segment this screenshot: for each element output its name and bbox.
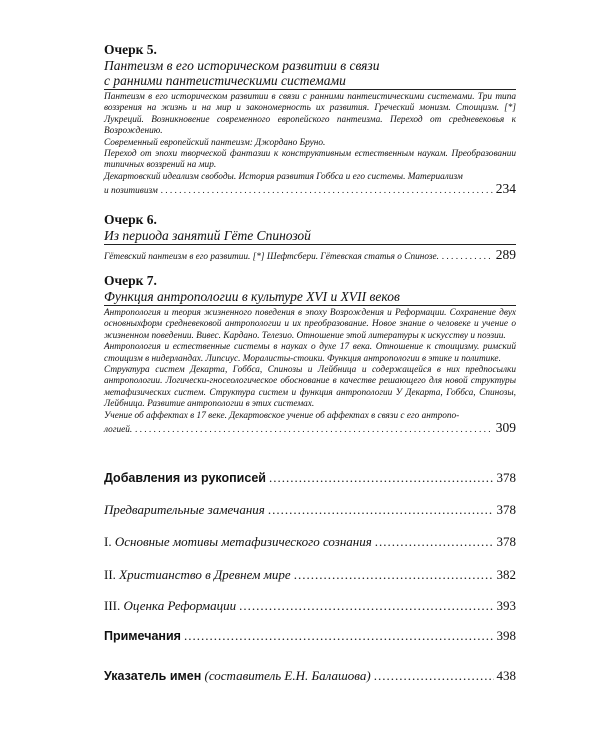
summary-last-line bbox=[104, 183, 516, 197]
essay-label: Очерк 5. bbox=[104, 42, 157, 57]
dot-leader bbox=[184, 628, 494, 644]
dot-leader bbox=[269, 470, 494, 486]
essay-label: Очерк 7. bbox=[104, 273, 157, 288]
essay-title bbox=[104, 289, 516, 306]
page-number: 289 bbox=[495, 247, 516, 262]
page-number: 382 bbox=[496, 567, 516, 582]
summary-paragraph: Антропология и теория жизненного поведения в эпоху Возрождения и Реформации. Сохранение двух основныхформ средневековой антропологии и их преобразование. Новое знание о человеке и учение о жизненном поведении. Вивес. Кардано. Телезио. Отношение этой литературы к искусству и поэзии. bbox=[104, 308, 516, 341]
dot-leader bbox=[135, 425, 493, 436]
essay-7 bbox=[104, 273, 516, 436]
dot-leader bbox=[268, 502, 494, 518]
toc-entry-name-index[interactable] bbox=[104, 668, 516, 684]
summary-paragraph: Учение об аффектах в 17 веке. Декартовское учение об аффектах в связи с его антропо- bbox=[104, 410, 460, 421]
essay-summary bbox=[104, 249, 516, 263]
page-number: 309 bbox=[495, 420, 516, 436]
essay-5 bbox=[104, 42, 516, 198]
summary-last-text: и позитивизм bbox=[104, 186, 158, 197]
essay-summary bbox=[104, 308, 516, 436]
dot-leader bbox=[375, 534, 494, 550]
page-number: 378 bbox=[496, 534, 516, 549]
summary-paragraph: Декартовский идеализм свободы. История развития Гоббса и его системы. Материализм bbox=[104, 171, 463, 182]
toc-entry-title: Добавления из рукописей bbox=[104, 471, 266, 485]
toc-entry-manuscript-additions[interactable] bbox=[104, 470, 516, 486]
dot-leader bbox=[239, 598, 493, 614]
dot-leader bbox=[442, 252, 493, 263]
essay-title-line: Из периода занятий Гёте Спинозой bbox=[104, 228, 311, 243]
essay-title-line: Функция антропологии в культуре XVI и XVII веков bbox=[104, 289, 400, 304]
toc-entry-title: Оценка Реформации bbox=[123, 598, 237, 613]
page-number: 393 bbox=[496, 598, 516, 613]
essay-label: Очерк 6. bbox=[104, 212, 157, 227]
essay-title bbox=[104, 58, 516, 90]
toc-entry-title: Предварительные замечания bbox=[104, 502, 265, 517]
section-numeral: I. bbox=[104, 534, 112, 549]
toc-entry-title: Основные мотивы метафизического сознания bbox=[114, 534, 372, 549]
toc-entry-preliminary-remarks[interactable] bbox=[104, 502, 516, 518]
essay-6 bbox=[104, 212, 516, 263]
dot-leader bbox=[294, 567, 494, 583]
summary-paragraph: Пантеизм в его историческом развитии в связи с ранними пантеистическими системами. Три типа воззрения на жизнь и на мир и закономерность их развития. Греческий монизм. Стоицизм. [*] Лукреций. Возникновение современного европейского пантеизма. Переход от средневековья к Возрождению. bbox=[104, 92, 516, 137]
section-numeral: III. bbox=[104, 598, 121, 613]
summary-paragraph: Антропология и естественные системы в науках о духе 17 века. Отношение к стоицизму. римский стоицизм в нидерландах. Липсиус. Моралисты-стоики. Функция антропологии в этике и политике. bbox=[104, 342, 516, 364]
toc-entry-section-2[interactable] bbox=[104, 567, 516, 583]
toc-entry-subtitle: (составитель Е.Н. Балашова) bbox=[204, 668, 371, 683]
essay-title-line: с ранними пантеистическими системами bbox=[104, 73, 346, 88]
summary-last-line bbox=[104, 422, 516, 436]
page-number: 398 bbox=[496, 628, 516, 643]
toc-entry-title: Указатель имен bbox=[104, 669, 202, 683]
summary-last-line bbox=[104, 249, 516, 263]
summary-paragraph: Структура систем Декарта, Гоббса, Спинозы и Лейбница и содержащейся в них предпосылки антропологии. Логически-гносеологическое обоснование в качестве решающего для новой структуры метафизических систем. Структура систем и функция антропологии У Декарта, Гоббса, Спинозы, Лейбница. Развитие антропологии в этих системах. bbox=[104, 365, 516, 410]
summary-last-text: логией. bbox=[104, 425, 133, 436]
toc-entry-section-3[interactable] bbox=[104, 598, 516, 614]
summary-paragraph: Переход от эпохи творческой фантазии к конструктивным естественным наукам. Преобразовании типичных воззрений на мир. bbox=[104, 149, 516, 171]
toc-entry-notes[interactable] bbox=[104, 628, 516, 644]
summary-last-text: Гётевский пантеизм в его развитии. [*] Шефтсбери. Гётевская статья о Спинозе. bbox=[104, 252, 439, 262]
summary-paragraph: Современный европейский пантеизм: Джордано Бруно. bbox=[104, 137, 326, 148]
essay-title bbox=[104, 228, 516, 245]
page-number: 438 bbox=[496, 668, 516, 683]
page-number: 234 bbox=[495, 181, 516, 197]
toc-entry-section-1[interactable] bbox=[104, 534, 516, 550]
essay-title-line: Пантеизм в его историческом развитии в связи bbox=[104, 58, 380, 73]
essay-summary bbox=[104, 92, 516, 198]
page-number: 378 bbox=[496, 470, 516, 485]
toc-entry-title: Примечания bbox=[104, 629, 181, 643]
dot-leader bbox=[161, 186, 493, 197]
dot-leader bbox=[374, 668, 494, 684]
section-numeral: II. bbox=[104, 567, 116, 582]
page-number: 378 bbox=[496, 502, 516, 517]
toc-entry-title: Христианство в Древнем мире bbox=[119, 567, 291, 582]
